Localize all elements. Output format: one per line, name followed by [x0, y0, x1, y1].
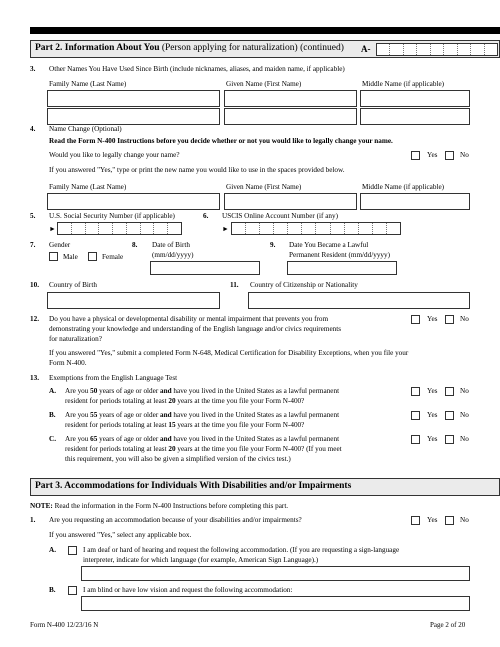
part3-title: Part 3. Accommodations for Individuals With Disabilities and/or Impairments	[35, 481, 352, 491]
q3-text: Other Names You Have Used Since Birth (include nicknames, aliases, and maiden name, if applicable)	[49, 65, 345, 73]
q13a-no-checkbox[interactable]	[445, 387, 454, 396]
q13c-yes-checkbox[interactable]	[411, 435, 420, 444]
blind-accommodation-input[interactable]	[81, 596, 470, 611]
lpr-date-input[interactable]	[287, 261, 397, 275]
female-label: Female	[102, 253, 124, 261]
q4-number: 4.	[30, 125, 36, 133]
q6-number: 6.	[203, 212, 209, 220]
q11-number: 11.	[230, 281, 239, 289]
country-birth-input[interactable]	[47, 292, 220, 309]
page-number: Page 2 of 20	[430, 621, 466, 629]
q9-number: 9.	[270, 241, 276, 249]
q3-given-input-2[interactable]	[224, 108, 357, 125]
q13c-line-3: this requirement, you will also be given a simplified version of the civics test.)	[65, 455, 291, 463]
q13b-yes-label: Yes	[427, 411, 438, 419]
q3-family-label: Family Name (Last Name)	[49, 80, 127, 88]
q12-line-2: demonstrating your knowledge and understanding of the English language and/or civics requirements	[49, 325, 342, 333]
q4-question: Would you like to legally change your name?	[49, 151, 180, 159]
p3q1-question: Are you requesting an accommodation because of your disabilities and/or impairments?	[49, 516, 302, 524]
q13c-yes-label: Yes	[427, 435, 438, 443]
q3-given-label: Given Name (First Name)	[226, 80, 302, 88]
q13c-line-1: Are you 65 years of age or older and have you lived in the United States as a lawful permanent	[65, 435, 340, 443]
q9-label-2: Permanent Resident (mm/dd/yyyy)	[289, 251, 391, 259]
top-rule	[30, 27, 500, 34]
q4-if-yes: If you answered "Yes," type or print the new name you would like to use in the spaces provided below.	[49, 166, 345, 174]
form-id: Form N-400 12/23/16 N	[30, 621, 99, 629]
q12-note-2: Form N-400.	[49, 359, 87, 367]
p3q1-no-label: No	[460, 516, 469, 524]
q12-number: 12.	[30, 315, 39, 323]
q8-label-1: Date of Birth	[152, 241, 190, 249]
q8-number: 8.	[132, 241, 138, 249]
q4-no-label: No	[460, 151, 469, 159]
q12-yes-checkbox[interactable]	[411, 315, 420, 324]
q13a-line-2: resident for periods totaling at least 20 years at the time you file your Form N-400?	[65, 397, 305, 405]
country-citizenship-input[interactable]	[248, 292, 470, 309]
q4-title: Name Change (Optional)	[49, 125, 122, 133]
p3q1a-line-1: I am deaf or hard of hearing and request the following accommodation. (If you are requesting a sign-language	[83, 546, 400, 554]
blind-checkbox[interactable]	[68, 586, 77, 595]
q13b-yes-checkbox[interactable]	[411, 411, 420, 420]
p3q1-no-checkbox[interactable]	[445, 516, 454, 525]
q6-label: USCIS Online Account Number (if any)	[222, 212, 338, 220]
q4-family-input[interactable]	[47, 193, 220, 210]
q13b-line-2: resident for periods totaling at least 15 years at the time you file your Form N-400?	[65, 421, 305, 429]
q4-middle-input[interactable]	[360, 193, 470, 210]
uscis-account-input[interactable]	[231, 222, 401, 235]
q7-number: 7.	[30, 241, 36, 249]
ssn-input[interactable]	[57, 222, 182, 235]
a-number-label: A-	[361, 44, 371, 54]
q13a-yes-checkbox[interactable]	[411, 387, 420, 396]
p3q1-yes-label: Yes	[427, 516, 438, 524]
q13a-yes-label: Yes	[427, 387, 438, 395]
q4-instruction: Read the Form N-400 Instructions before you decide whether or not you would like to legally change your name.	[49, 137, 393, 145]
q3-family-input[interactable]	[47, 90, 220, 107]
p3q1a-line-2: interpreter, indicate for which language (for example, American Sign Language).)	[83, 556, 319, 564]
q3-number: 3.	[30, 65, 36, 73]
q13c-no-label: No	[460, 435, 469, 443]
q13-number: 13.	[30, 374, 39, 382]
q8-label-2: (mm/dd/yyyy)	[152, 251, 194, 259]
q3-given-input[interactable]	[224, 90, 357, 107]
q10-label: Country of Birth	[49, 281, 97, 289]
q13a-letter: A.	[49, 387, 56, 395]
part2-title: Part 2. Information About You (Person applying for naturalization) (continued)	[35, 43, 344, 53]
q12-note-1: If you answered "Yes," submit a completed Form N-648, Medical Certification for Disability Exceptions, when you file your	[49, 349, 409, 357]
q4-yes-label: Yes	[427, 151, 438, 159]
male-checkbox[interactable]	[49, 252, 58, 261]
q13a-line-1: Are you 50 years of age or older and have you lived in the United States as a lawful permanent	[65, 387, 340, 395]
q13c-letter: C.	[49, 435, 56, 443]
q13b-no-checkbox[interactable]	[445, 411, 454, 420]
q6-arrow-icon: ►	[222, 225, 229, 233]
q4-given-input[interactable]	[224, 193, 357, 210]
q3-middle-label: Middle Name (if applicable)	[362, 80, 445, 88]
q5-number: 5.	[30, 212, 36, 220]
q5-arrow-icon: ►	[49, 225, 56, 233]
p3q1b-line-1: I am blind or have low vision and request the following accommodation:	[83, 586, 293, 594]
q3-middle-input[interactable]	[360, 90, 470, 107]
a-number-input[interactable]	[376, 43, 498, 56]
part3-header	[30, 478, 500, 496]
q13-title: Exemptions from the English Language Test	[49, 374, 178, 382]
q11-label: Country of Citizenship or Nationality	[250, 281, 358, 289]
q13b-line-1: Are you 55 years of age or older and have you lived in the United States as a lawful permanent	[65, 411, 340, 419]
q9-label-1: Date You Became a Lawful	[289, 241, 369, 249]
q10-number: 10.	[30, 281, 39, 289]
q3-middle-input-2[interactable]	[360, 108, 470, 125]
q4-given-label: Given Name (First Name)	[226, 183, 302, 191]
male-label: Male	[63, 253, 78, 261]
p3q1-if-yes: If you answered "Yes," select any applicable box.	[49, 531, 192, 539]
q12-no-label: No	[460, 315, 469, 323]
q3-family-input-2[interactable]	[47, 108, 220, 125]
q13b-no-label: No	[460, 411, 469, 419]
q12-no-checkbox[interactable]	[445, 315, 454, 324]
dob-input[interactable]	[150, 261, 260, 275]
q5-label: U.S. Social Security Number (if applicable)	[49, 212, 175, 220]
q13c-line-2: resident for periods totaling at least 20 years at the time you file your Form N-400? (If you meet	[65, 445, 342, 453]
q12-yes-label: Yes	[427, 315, 438, 323]
part3-note: NOTE: Read the information in the Form N-400 Instructions before completing this part.	[30, 502, 289, 510]
part2-header	[30, 40, 500, 58]
q4-family-label: Family Name (Last Name)	[49, 183, 127, 191]
q7-label: Gender	[49, 241, 71, 249]
p3q1b-letter: B.	[49, 586, 56, 594]
female-checkbox[interactable]	[88, 252, 97, 261]
deaf-accommodation-input[interactable]	[81, 566, 470, 581]
q12-line-3: for naturalization?	[49, 335, 102, 343]
q13b-letter: B.	[49, 411, 56, 419]
p3q1a-letter: A.	[49, 546, 56, 554]
q13c-no-checkbox[interactable]	[445, 435, 454, 444]
p3q1-number: 1.	[30, 516, 36, 524]
deaf-checkbox[interactable]	[68, 546, 77, 555]
q4-no-checkbox[interactable]	[445, 151, 454, 160]
q4-middle-label: Middle Name (if applicable)	[362, 183, 445, 191]
p3q1-yes-checkbox[interactable]	[411, 516, 420, 525]
q4-yes-checkbox[interactable]	[411, 151, 420, 160]
q12-line-1: Do you have a physical or developmental disability or mental impairment that prevents you from	[49, 315, 329, 323]
q13a-no-label: No	[460, 387, 469, 395]
